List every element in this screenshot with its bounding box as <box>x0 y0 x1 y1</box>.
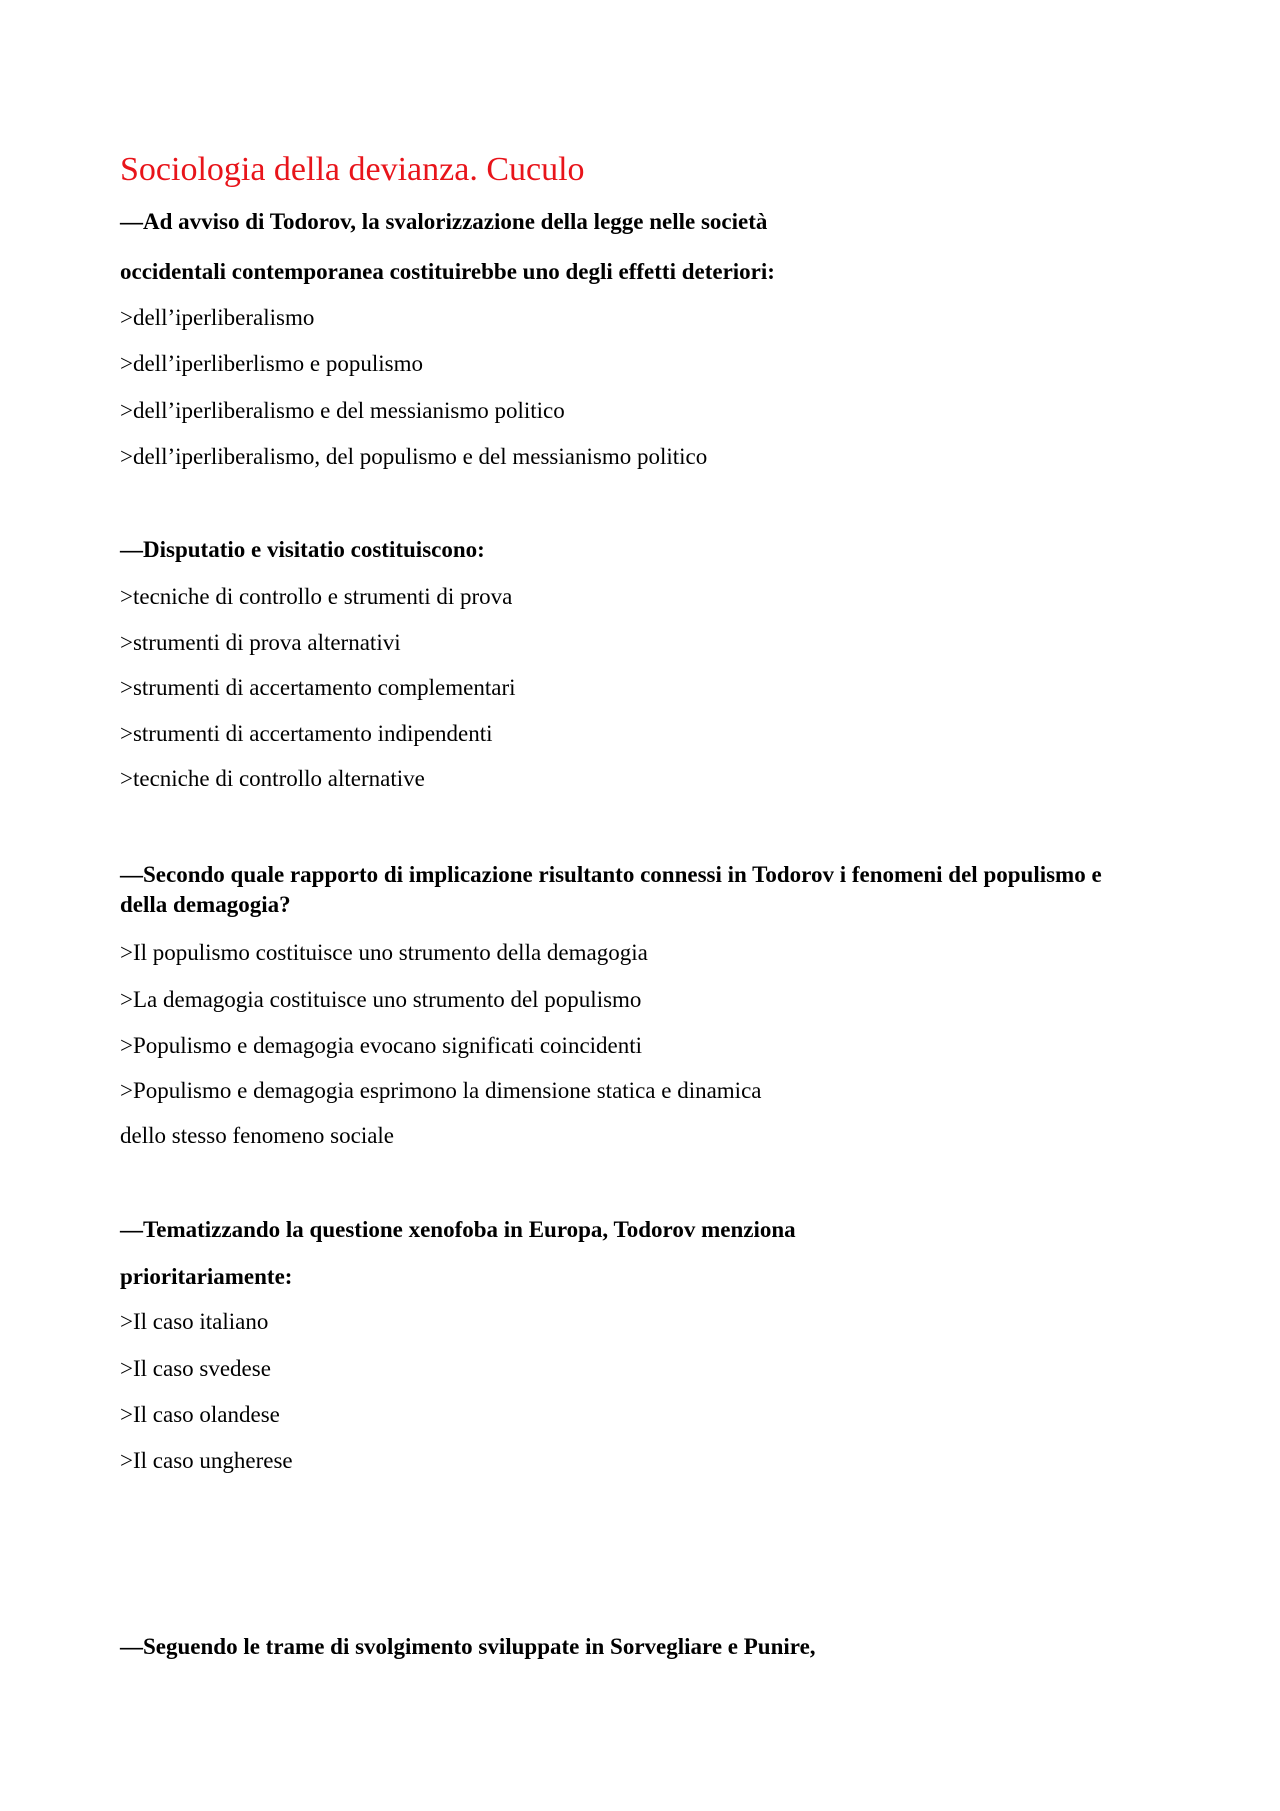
answer-option: >Populismo e demagogia esprimono la dimensione statica e dinamica <box>120 1078 762 1103</box>
answer-option: >dell’iperliberalismo, del populismo e del messianismo politico <box>120 444 708 469</box>
question-4-line-1: —Tematizzando la questione xenofoba in Europa, Todorov menziona <box>120 1217 796 1242</box>
answer-option: >Il caso olandese <box>120 1402 280 1427</box>
question-4-line-2: prioritariamente: <box>120 1264 293 1289</box>
answer-option: >Populismo e demagogia evocano significati coincidenti <box>120 1033 643 1058</box>
answer-option: >Il populismo costituisce uno strumento della demagogia <box>120 940 648 965</box>
answer-option: >Il caso ungherese <box>120 1448 293 1473</box>
question-5-line-1: —Seguendo le trame di svolgimento sviluppate in Sorvegliare e Punire, <box>120 1634 816 1659</box>
answer-option: >strumenti di prova alternativi <box>120 630 401 655</box>
answer-option: >dell’iperliberlismo e populismo <box>120 351 423 376</box>
answer-option: >strumenti di accertamento indipendenti <box>120 721 493 746</box>
answer-option: >Il caso italiano <box>120 1309 269 1334</box>
answer-option: >tecniche di controllo e strumenti di prova <box>120 584 513 609</box>
answer-option: >dell’iperliberalismo <box>120 305 315 330</box>
answer-option: >Il caso svedese <box>120 1356 271 1381</box>
answer-option: >strumenti di accertamento complementari <box>120 675 516 700</box>
document-title: Sociologia della devianza. Cuculo <box>120 151 585 188</box>
answer-option: >dell’iperliberalismo e del messianismo politico <box>120 398 565 423</box>
question-3-text: —Secondo quale rapporto di implicazione risultanto connessi in Todorov i fenomeni del populismo e della demagogia? <box>120 862 1102 917</box>
answer-continuation: dello stesso fenomeno sociale <box>120 1123 395 1148</box>
answer-option: >La demagogia costituisce uno strumento del populismo <box>120 987 642 1012</box>
question-1-line-2: occidentali contemporanea costituirebbe uno degli effetti deteriori: <box>120 259 775 284</box>
question-1-line-1: —Ad avviso di Todorov, la svalorizzazione della legge nelle società <box>120 209 768 234</box>
question-2-line-1: —Disputatio e visitatio costituiscono: <box>120 537 485 562</box>
answer-option: >tecniche di controllo alternative <box>120 766 425 791</box>
